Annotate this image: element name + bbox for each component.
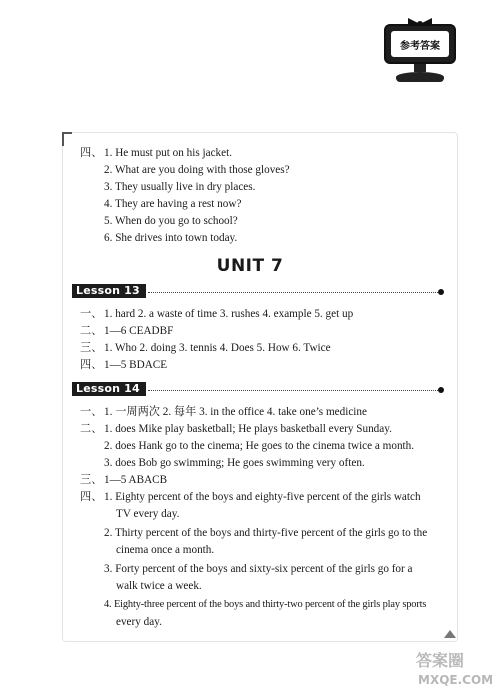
lesson-14-header [72,382,444,396]
dotted-rule [148,292,438,293]
answer-key-badge [378,16,462,88]
bullet-dot [438,289,444,295]
answer-line: 3. They usually live in dry places. [104,181,256,193]
answer-line: 1. He must put on his jacket. [104,147,233,159]
monitor-icon [384,24,456,64]
monitor-base [396,72,444,82]
section-marker: 一、 [80,406,103,418]
answer-line-continued: every day. [116,616,162,628]
unit-title: UNIT 7 [216,256,284,276]
section-marker: 四、 [80,491,103,503]
section-marker: 二、 [80,325,103,337]
section-marker: 四、 [80,147,103,159]
lesson-13-label: Lesson 13 [72,284,146,298]
answer-line: 6. She drives into town today. [104,232,238,244]
answer-line: 1—6 CEADBF [104,325,174,337]
section-marker: 四、 [80,359,103,371]
answer-line: 2. What are you doing with those gloves? [104,164,290,176]
answer-line: 4. Eighty-three percent of the boys and thirty-two percent of the girls play sports [104,599,427,610]
answer-line: 1. does Mike play basketball; He plays basketball every Sunday. [104,423,392,435]
answer-line: 1. Who 2. doing 3. tennis 4. Does 5. How 6. Twice [104,342,331,354]
answer-line: 1—5 ABACB [104,474,168,486]
answer-line: 1—5 BDACE [104,359,168,371]
corner-mark [62,132,72,146]
badge-label: 参考答案 [391,31,449,57]
answer-line: 4. They are having a rest now? [104,198,242,210]
section-marker: 一、 [80,308,103,320]
watermark-logo [414,646,496,690]
corner-arrow-icon [444,630,456,638]
bullet-dot [438,387,444,393]
answer-line-continued: cinema once a month. [116,544,215,556]
answer-line: 2. Thirty percent of the boys and thirty-five percent of the girls go to the [104,527,428,539]
section-marker: 二、 [80,423,103,435]
watermark-text: 答案圈 MXQE.COM [416,651,494,687]
section-marker: 三、 [80,342,103,354]
dotted-rule [148,390,438,391]
answer-line: 1. 一周两次 2. 每年 3. in the office 4. take one’s medicine [104,406,367,418]
answer-line: 5. When do you go to school? [104,215,238,227]
answer-line: 1. Eighty percent of the boys and eighty-five percent of the girls watch [104,491,421,503]
lesson-13-header [72,284,444,298]
answer-line: 1. hard 2. a waste of time 3. rushes 4. example 5. get up [104,308,354,320]
monitor-neck [414,64,426,72]
answer-line-continued: TV every day. [116,508,180,520]
lesson-14-label: Lesson 14 [72,382,146,396]
answer-line: 3. does Bob go swimming; He goes swimming very often. [104,457,365,469]
answer-line-continued: walk twice a week. [116,580,202,592]
answer-line: 3. Forty percent of the boys and sixty-six percent of the girls go for a [104,563,413,575]
answer-line: 2. does Hank go to the cinema; He goes to the cinema twice a month. [104,440,415,452]
section-marker: 三、 [80,474,103,486]
